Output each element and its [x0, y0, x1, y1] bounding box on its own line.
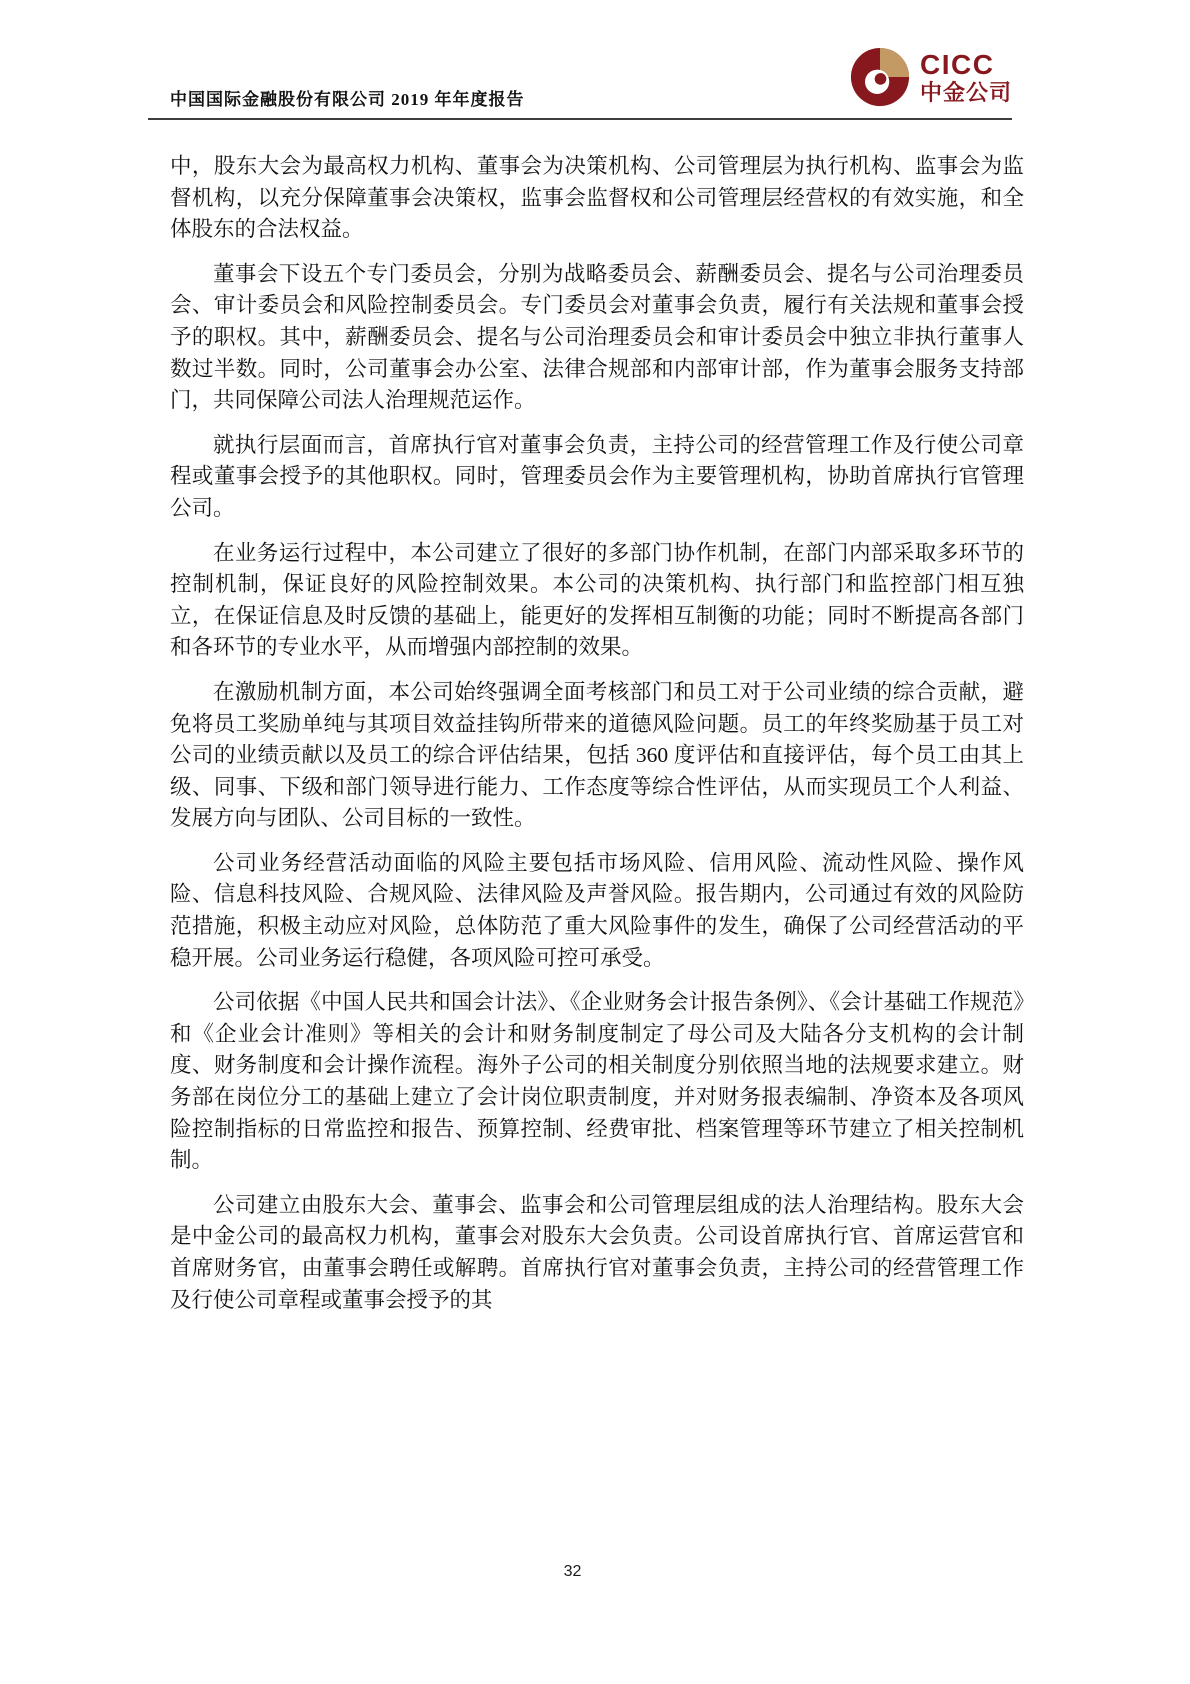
page-body [170, 151, 1024, 1316]
body-paragraph: 就执行层面而言，首席执行官对董事会负责，主持公司的经营管理工作及行使公司章程或董事会授予的其他职权。同时，管理委员会作为主要管理机构，协助首席执行官管理公司。 [170, 432, 1024, 520]
body-paragraph: 公司依据《中国人民共和国会计法》、《企业财务会计报告条例》、《会计基础工作规范》和《企业会计准则》等相关的会计和财务制度制定了母公司及大陆各分支机构的会计制度、财务制度和会计操作流程。海外子公司的相关制度分别依照当地的法规要求建立。财务部在岗位分工的基础上建立了会计岗位职责制度，并对财务报表编制、净资本及各项风险控制指标的日常监控和报告、预算控制、经费审批、档案管理等环节建立了相关控制机制。 [170, 990, 1024, 1173]
body-paragraph: 公司建立由股东大会、董事会、监事会和公司管理层组成的法人治理结构。股东大会是中金公司的最高权力机构，董事会对股东大会负责。公司设首席执行官、首席运营官和首席财务官，由董事会聘任或解聘。首席执行官对董事会负责，主持公司的经营管理工作及行使公司章程或董事会授予的其 [170, 1192, 1024, 1312]
cicc-logo-chinese: 中金公司 [919, 79, 1012, 105]
body-paragraph: 在业务运行过程中，本公司建立了很好的多部门协作机制，在部门内部采取多环节的控制机制，保证良好的风险控制效果。本公司的决策机构、执行部门和监控部门相互独立，在保证信息及时反馈的基础上，能更好的发挥相互制衡的功能；同时不断提高各部门和各环节的专业水平，从而增强内部控制的效果。 [170, 540, 1024, 660]
body-paragraph: 公司业务经营活动面临的风险主要包括市场风险、信用风险、流动性风险、操作风险、信息科技风险、合规风险、法律风险及声誉风险。报告期内，公司通过有效的风险防范措施，积极主动应对风险，总体防范了重大风险事件的发生，确保了公司经营活动的平稳开展。公司业务运行稳健，各项风险可控可承受。 [170, 850, 1024, 970]
page-number: 32 [563, 1563, 582, 1580]
cicc-logo-latin: CICC [919, 48, 995, 80]
report-title: 中国国际金融股份有限公司 2019 年年度报告 [170, 90, 525, 109]
cicc-logo-icon [849, 46, 911, 108]
body-paragraph: 董事会下设五个专门委员会，分别为战略委员会、薪酬委员会、提名与公司治理委员会、审计委员会和风险控制委员会。专门委员会对董事会负责，履行有关法规和董事会授予的职权。其中，薪酬委员会、提名与公司治理委员会和审计委员会中独立非执行董事人数过半数。同时，公司董事会办公室、法律合规部和内部审计部，作为董事会服务支持部门，共同保障公司法人治理规范运作。 [170, 261, 1024, 413]
page-header [148, 42, 1012, 120]
cicc-logo [849, 46, 1012, 118]
body-paragraph: 在激励机制方面，本公司始终强调全面考核部门和员工对于公司业绩的综合贡献，避免将员工奖励单纯与其项目效益挂钩所带来的道德风险问题。员工的年终奖励基于员工对公司的业绩贡献以及员工的综合评估结果，包括 360 度评估和直接评估，每个员工由其上级、同事、下级和部门领导进行能力、工作态度等综合性评估，从而实现员工个人利益、发展方向与团队、公司目标的一致性。 [170, 679, 1024, 831]
body-paragraph: 中，股东大会为最高权力机构、董事会为决策机构、公司管理层为执行机构、监事会为监督机构，以充分保障董事会决策权，监事会监督权和公司管理层经营权的有效实施，和全体股东的合法权益。 [170, 154, 1024, 242]
cicc-logo-text [919, 48, 1012, 105]
